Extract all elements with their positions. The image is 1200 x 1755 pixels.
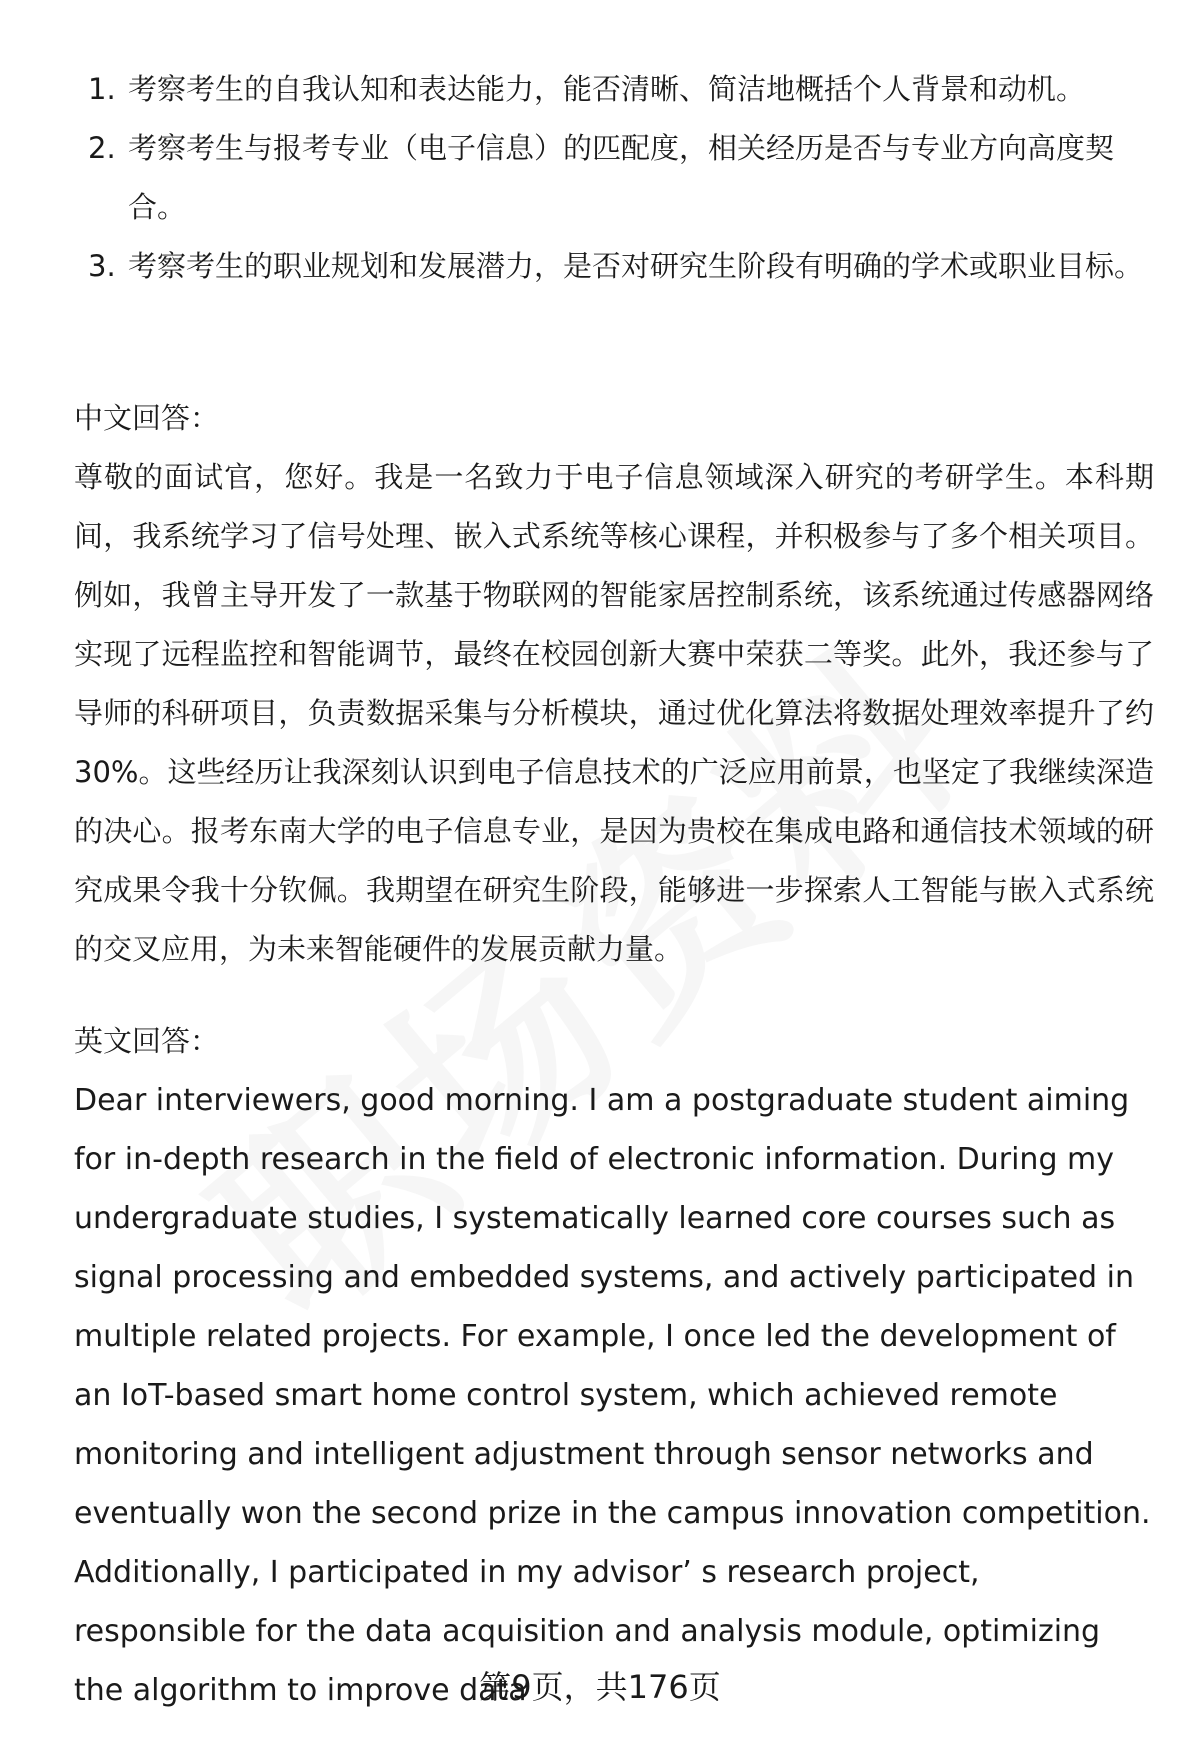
criteria-text: 考察考生的职业规划和发展潜力，是否对研究生阶段有明确的学术或职业目标。	[128, 249, 1144, 283]
chinese-answer-text: 尊敬的面试官，您好。我是一名致力于电子信息领域深入研究的考研学生。本科期间，我系统学习了信号处理、嵌入式系统等核心课程，并积极参与了多个相关项目。例如，我曾主导开发了一款基于物联网的智能家居控制系统，该系统通过传感器网络实现了远程监控和智能调节，最终在校园创新大赛中荣获二等奖。此外，我还参与了导师的科研项目，负责数据采集与分析模块，通过优化算法将数据处理效率提升了约30%。这些经历让我深刻认识到电子信息技术的广泛应用前景，也坚定了我继续深造的决心。报考东南大学的电子信息专业，是因为贵校在集成电路和通信技术领域的研究成果令我十分钦佩。我期望在研究生阶段，能够进一步探索人工智能与嵌入式系统的交叉应用，为未来智能硬件的发展贡献力量。	[74, 460, 1154, 966]
chinese-answer-label: 中文回答：	[74, 401, 220, 435]
english-answer-text: Dear interviewers, good morning. I am a postgraduate student aiming for in-depth research in the field of electronic information. During my undergraduate studies, I systematically learned core courses such as signal processing and embedded systems, and actively participated in multiple related projects. For example, I once led the development of an IoT-based smart home control system, which achieved remote monitoring and intelligent adjustment through sensor networks and eventually won the second prize in the campus innovation competition. Additionally, I participated in my advisor’ s research project, responsible for the data acquisition and analysis module, optimizing the algorithm to improve data	[74, 1083, 1151, 1708]
criteria-number: 1.	[88, 72, 116, 106]
english-answer-label: 英文回答：	[74, 1024, 220, 1058]
criteria-item	[74, 60, 1154, 119]
evaluation-criteria-list	[74, 60, 1154, 296]
criteria-text: 考察考生与报考专业（电子信息）的匹配度，相关经历是否与专业方向高度契合。	[128, 131, 1115, 224]
page-number: 第9页，共176页	[479, 1668, 721, 1706]
criteria-item	[74, 237, 1154, 296]
criteria-text: 考察考生的自我认知和表达能力，能否清晰、简洁地概括个人背景和动机。	[128, 72, 1086, 106]
criteria-number: 3.	[88, 249, 116, 283]
criteria-item	[74, 119, 1154, 237]
criteria-number: 2.	[88, 131, 116, 165]
